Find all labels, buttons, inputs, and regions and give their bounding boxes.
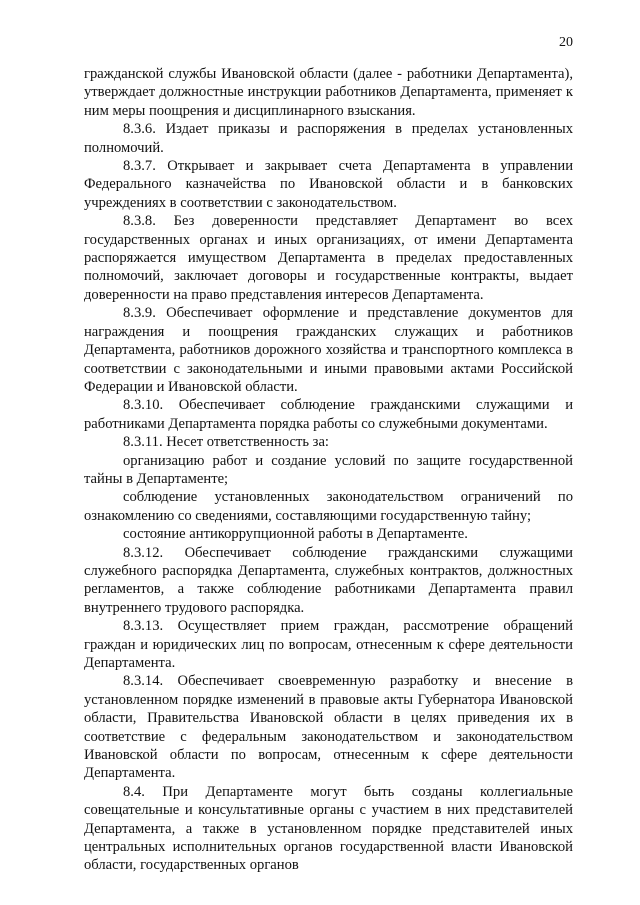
paragraph-8-4: 8.4. При Департаменте могут быть созданы коллегиальные совещательные и консультативные органы с участием в них представителей Департамента, а также в установленном порядке представителей иных центральных исполнительных органов государственной власти Ивановской области, государственных органов (84, 783, 573, 874)
paragraph-8-3-11: 8.3.11. Несет ответственность за: (123, 434, 329, 451)
paragraph-8-3-10: 8.3.10. Обеспечивает соблюдение гражданскими служащими и работниками Департамента порядка работы со служебными документами. (84, 397, 573, 432)
paragraph-8-3-7: 8.3.7. Открывает и закрывает счета Департамента в управлении Федерального казначейства по Ивановской области и в банковских учреждениях в соответствии с законодательством. (84, 158, 573, 211)
paragraph-8-3-11-item-3: состояние антикоррупционной работы в Департаменте. (123, 526, 468, 543)
paragraph-8-3-9: 8.3.9. Обеспечивает оформление и представление документов для награждения и поощрения гражданских служащих и работников Департамента, работников дорожного хозяйства и транспортного комплекса в соответствии с законодательными и иными правовыми актами Российской Федерации и Ивановской области. (84, 305, 573, 395)
paragraph-8-3-11-item-1: организацию работ и создание условий по защите государственной тайны в Департаменте; (84, 452, 573, 487)
page-number: 20 (559, 35, 573, 50)
paragraph-continued: гражданской службы Ивановской области (далее - работники Департамента), утверждает должностные инструкции работников Департамента, применяет к ним меры поощрения и дисциплинарного взыскания. (84, 66, 573, 119)
document-body (84, 65, 573, 875)
paragraph-8-3-8: 8.3.8. Без доверенности представляет Департамент во всех государственных органах и иных организациях, от имени Департамента распоряжается имуществом Департамента в пределах предоставленных полномочий, заключает договоры и государственные контракты, выдает доверенности на право представления интересов Департамента. (84, 213, 573, 303)
paragraph-8-3-14: 8.3.14. Обеспечивает своевременную разработку и внесение в установленном порядке изменений в правовые акты Губернатора Ивановской области, Правительства Ивановской области в целях приведения их в соответствие с федеральным законодательством и законодательством Ивановской области по вопросам, отнесенным к сфере деятельности Департамента. (84, 673, 573, 782)
paragraph-8-3-13: 8.3.13. Осуществляет прием граждан, рассмотрение обращений граждан и юридических лиц по вопросам, отнесенным к сфере деятельности Департамента. (84, 618, 573, 671)
paragraph-8-3-11-item-2: соблюдение установленных законодательством ограничений по ознакомлению со сведениями, составляющими государственную тайну; (84, 489, 573, 524)
paragraph-8-3-12: 8.3.12. Обеспечивает соблюдение гражданскими служащими служебного распорядка Департамента, служебных контрактов, должностных регламентов, а также соблюдение работниками Департамента правил внутреннего трудового распорядка. (84, 544, 573, 616)
paragraph-8-3-6: 8.3.6. Издает приказы и распоряжения в пределах установленных полномочий. (84, 121, 573, 156)
